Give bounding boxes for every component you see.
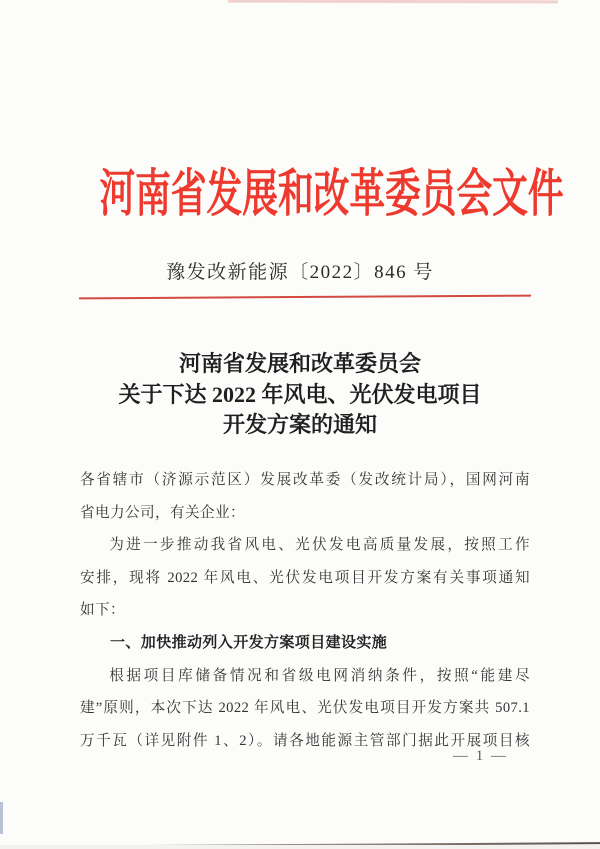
scan-artifact-left [0,802,3,834]
document-body [80,464,530,757]
title-line: 河南省发展和改革委员会 [178,351,421,376]
scan-artifact-top [228,0,558,3]
body-line: 建”原则，本次下达 2022 年风电、光伏发电项目开发方案共 507.1 [80,700,530,717]
banner-text: 河南省发展和改革委员会文件 [99,167,564,223]
body-line: 省电力公司，有关企业： [80,504,245,521]
title-line: 关于下达 2022 年风电、光伏发电项目 [118,381,482,407]
body-line: 根据项目库储备情况和省级电网消纳条件，按照“能建尽 [109,667,530,684]
red-divider-rule [79,295,531,300]
scan-strip-bottom [0,845,600,849]
page-number: — 1 — [453,748,508,764]
body-line: 万千瓦（详见附件 1、2）。请各地能源主管部门据此开展项目核 [80,732,530,749]
document-number: 豫发改新能源〔2022〕846 号 [166,262,434,283]
body-line: 各省辖市（济源示范区）发展改革委（发改统计局），国网河南 [80,472,530,488]
document-banner [0,158,600,232]
title-line: 开发方案的通知 [222,412,377,437]
body-line: 为进一步推动我省风电、光伏发电高质量发展，按照工作 [109,537,530,554]
document-title [0,349,600,441]
body-section-heading: 一、加快推动列入开发方案项目建设实施 [110,633,388,651]
body-line: 安排，现将 2022 年风电、光伏发电项目开发方案有关事项通知 [80,569,530,586]
body-line: 如下： [80,602,125,619]
